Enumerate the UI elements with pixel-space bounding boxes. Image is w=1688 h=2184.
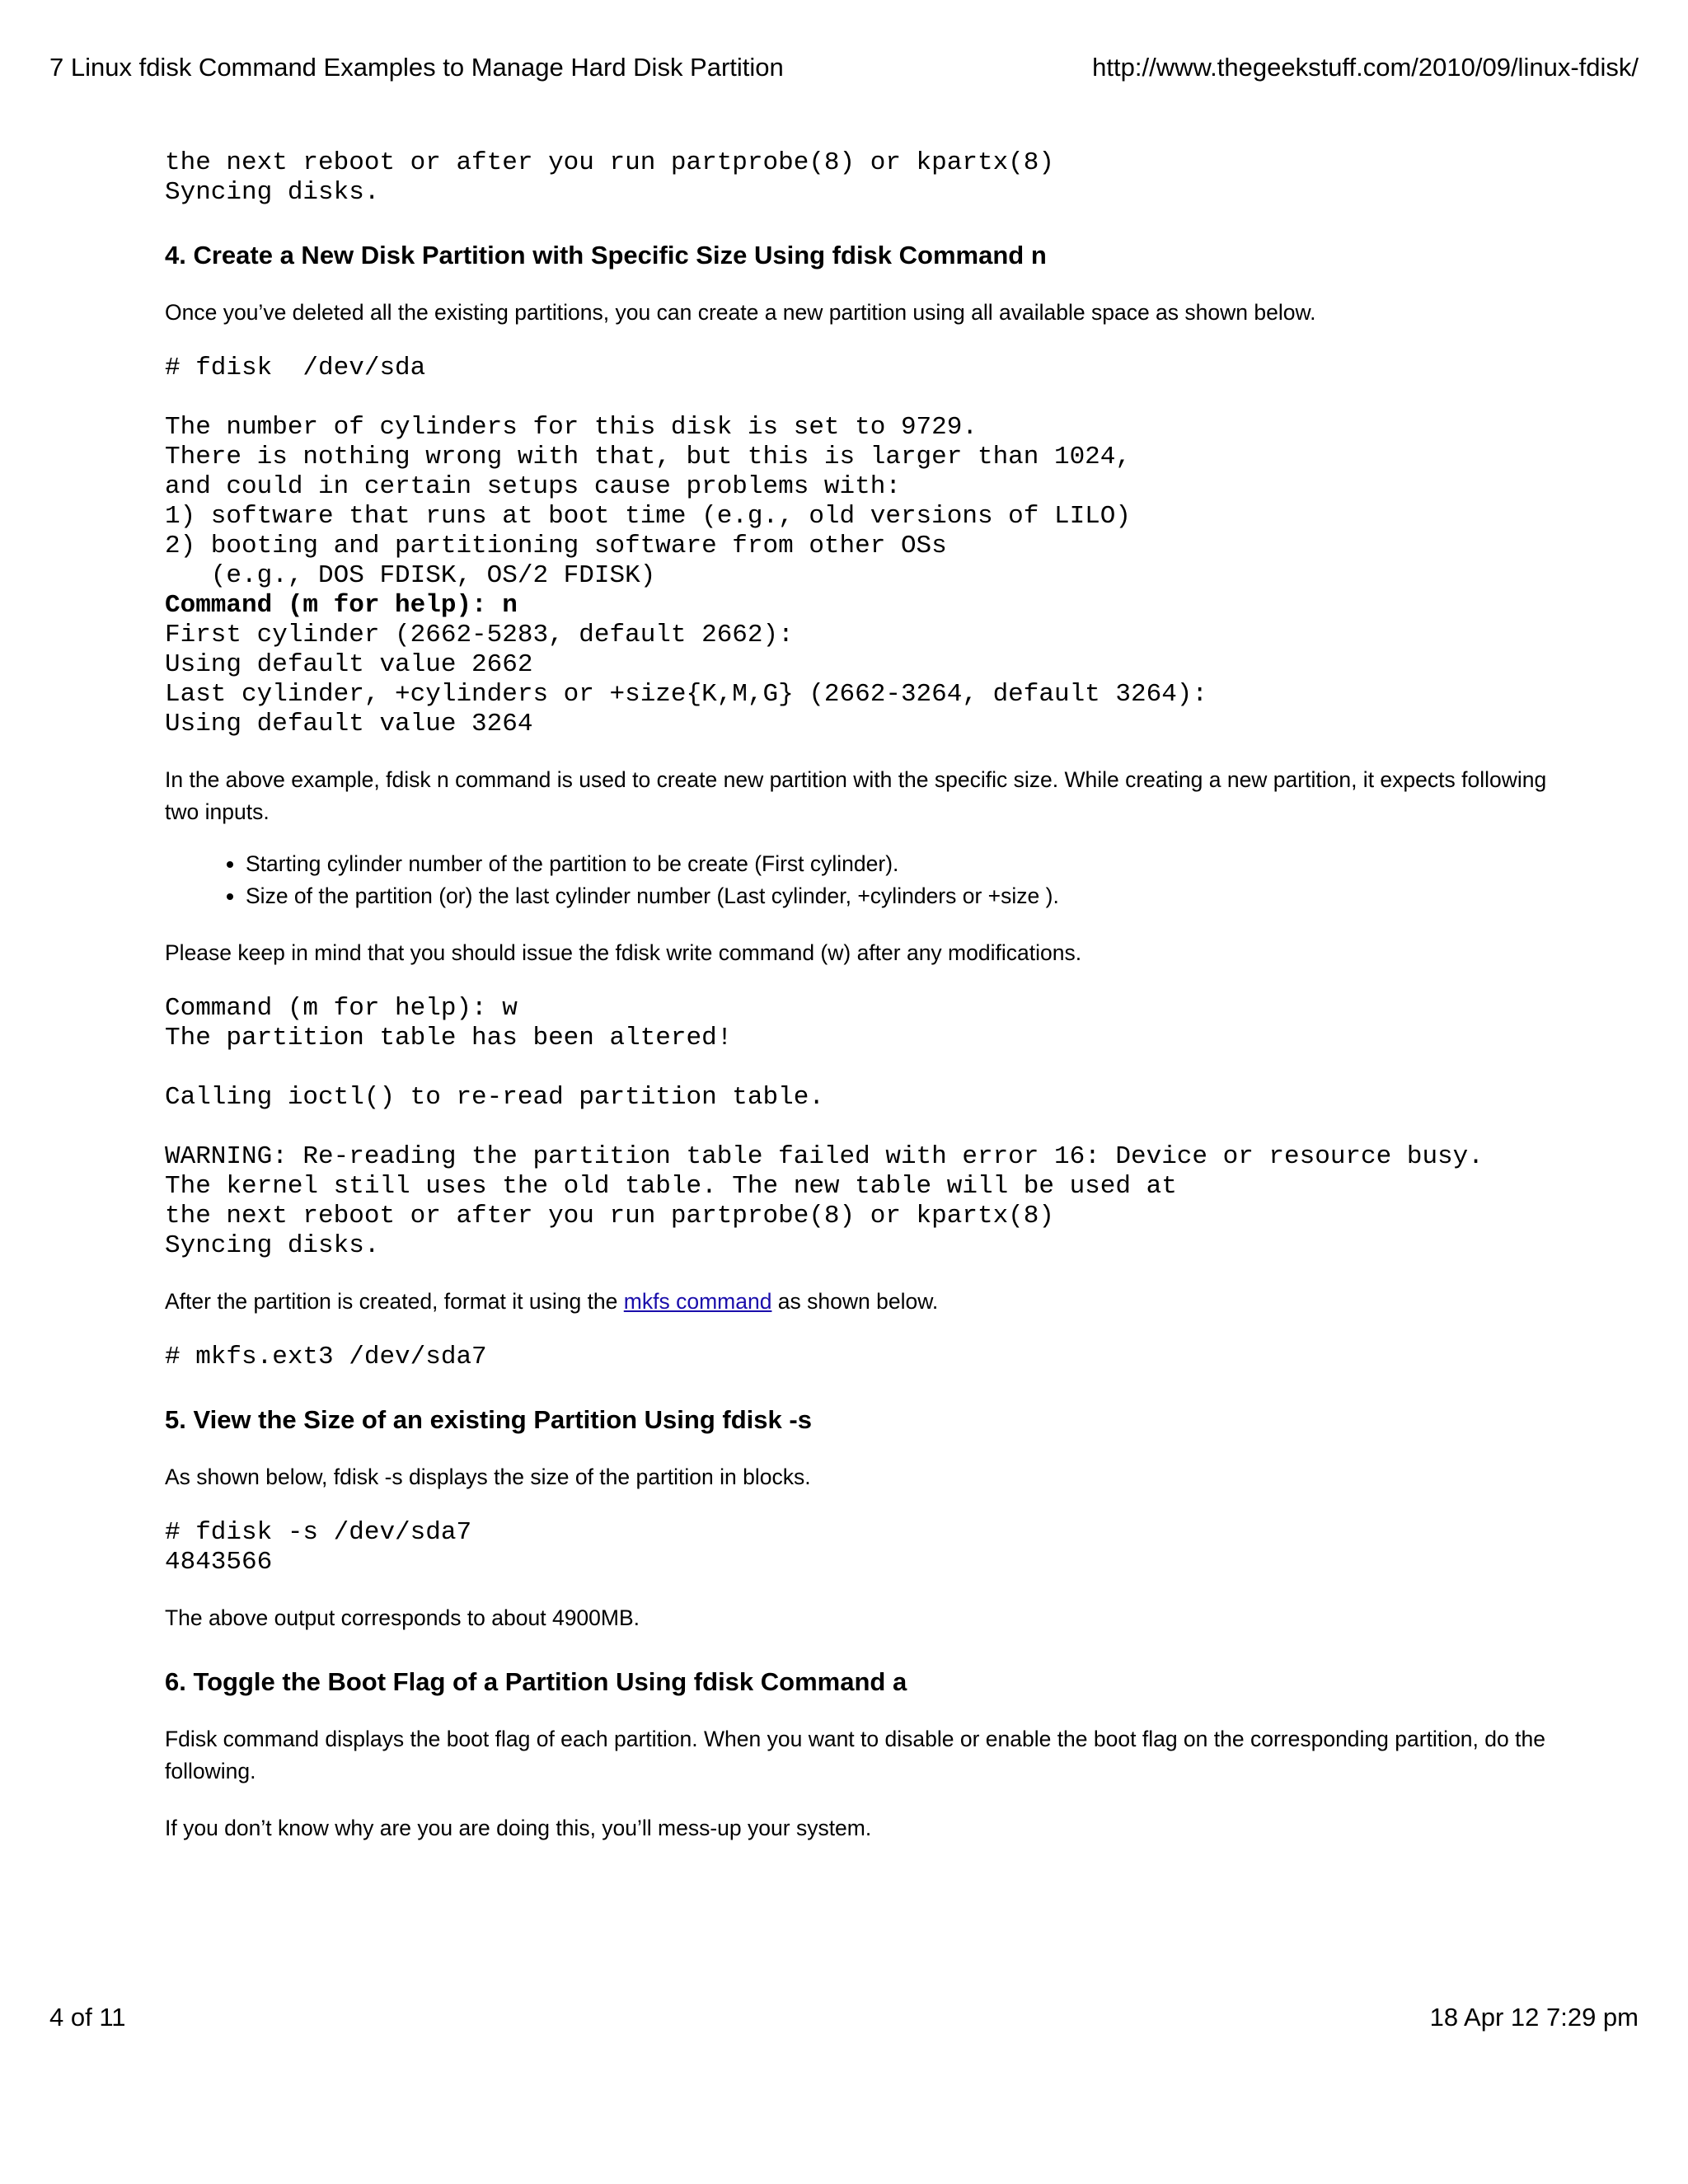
section-6-heading: 6. Toggle the Boot Flag of a Partition Using fdisk Command a bbox=[165, 1667, 907, 1696]
section-4-para-mkfs bbox=[165, 1286, 1582, 1318]
code-block-top: the next reboot or after you run partprobe(8) or kpartx(8) Syncing disks. bbox=[165, 148, 1054, 207]
section-6-para-1: Fdisk command displays the boot flag of each partition. When you want to disable or enable the boot flag on the corresponding partition, do the following. bbox=[165, 1727, 1545, 1783]
mkfs-text-before: After the partition is created, format it using the bbox=[165, 1289, 624, 1314]
inputs-list bbox=[165, 848, 1582, 912]
section-4-heading: 4. Create a New Disk Partition with Specific Size Using fdisk Command n bbox=[165, 241, 1047, 269]
section-4-para-write: Please keep in mind that you should issue the fdisk write command (w) after any modifications. bbox=[165, 940, 1082, 965]
code-fdisk-output: # fdisk /dev/sda The number of cylinders for this disk is set to 9729. There is nothing wrong with that, but this is larger than 1024, and could in certain setups cause problems with: 1) software that runs at boot time (e.g., old versions of LILO) 2) booting and partitioning software from other OSs (e.g., DOS FDISK, OS/2 FDISK) bbox=[165, 354, 1131, 590]
page-header-url[interactable]: http://www.thegeekstuff.com/2010/09/linux-fdisk/ bbox=[1092, 53, 1639, 82]
list-item: • Starting cylinder number of the partition to be create (First cylinder). bbox=[246, 848, 1582, 880]
print-timestamp: 18 Apr 12 7:29 pm bbox=[1429, 2003, 1639, 2032]
code-block-write: Command (m for help): w The partition table has been altered! Calling ioctl() to re-read partition table. WARNING: Re-reading the partition table failed with error 16: Device or resource busy. The kernel still uses the old table. The new table will be used at the next reboot or after you run partprobe(8) or kpartx(8) Syncing disks. bbox=[165, 994, 1484, 1260]
mkfs-command-link[interactable]: mkfs command bbox=[623, 1289, 772, 1314]
list-item: • Size of the partition (or) the last cylinder number (Last cylinder, +cylinders or +size ). bbox=[246, 880, 1582, 912]
mkfs-text-after: as shown below. bbox=[771, 1289, 939, 1314]
code-command-n: Command (m for help): n bbox=[165, 591, 518, 620]
code-block-fdisk-s: # fdisk -s /dev/sda7 4843566 bbox=[165, 1518, 472, 1577]
article-content bbox=[165, 148, 1582, 1844]
code-cylinder-output: First cylinder (2662-5283, default 2662): Using default value 2662 Last cylinder, +cylinders or +size{K,M,G} (2662-3264, default 3264): Using default value 3264 bbox=[165, 621, 1208, 738]
section-4-para-inputs: In the above example, fdisk n command is used to create new partition with the specific size. While creating a new partition, it expects following two inputs. bbox=[165, 767, 1547, 824]
section-5-intro: As shown below, fdisk -s displays the size of the partition in blocks. bbox=[165, 1465, 811, 1489]
page-header-title: 7 Linux fdisk Command Examples to Manage Hard Disk Partition bbox=[49, 53, 784, 82]
section-5-heading: 5. View the Size of an existing Partition Using fdisk -s bbox=[165, 1405, 812, 1434]
page-number: 4 of 11 bbox=[49, 2003, 126, 2032]
section-6-para-2: If you don’t know why are you are doing this, you’ll mess-up your system. bbox=[165, 1816, 872, 1840]
section-4-intro: Once you’ve deleted all the existing partitions, you can create a new partition using all available space as shown below. bbox=[165, 300, 1316, 325]
code-block-fdisk-n bbox=[165, 354, 1582, 739]
section-5-para: The above output corresponds to about 4900MB. bbox=[165, 1605, 640, 1630]
code-block-mkfs: # mkfs.ext3 /dev/sda7 bbox=[165, 1343, 487, 1371]
